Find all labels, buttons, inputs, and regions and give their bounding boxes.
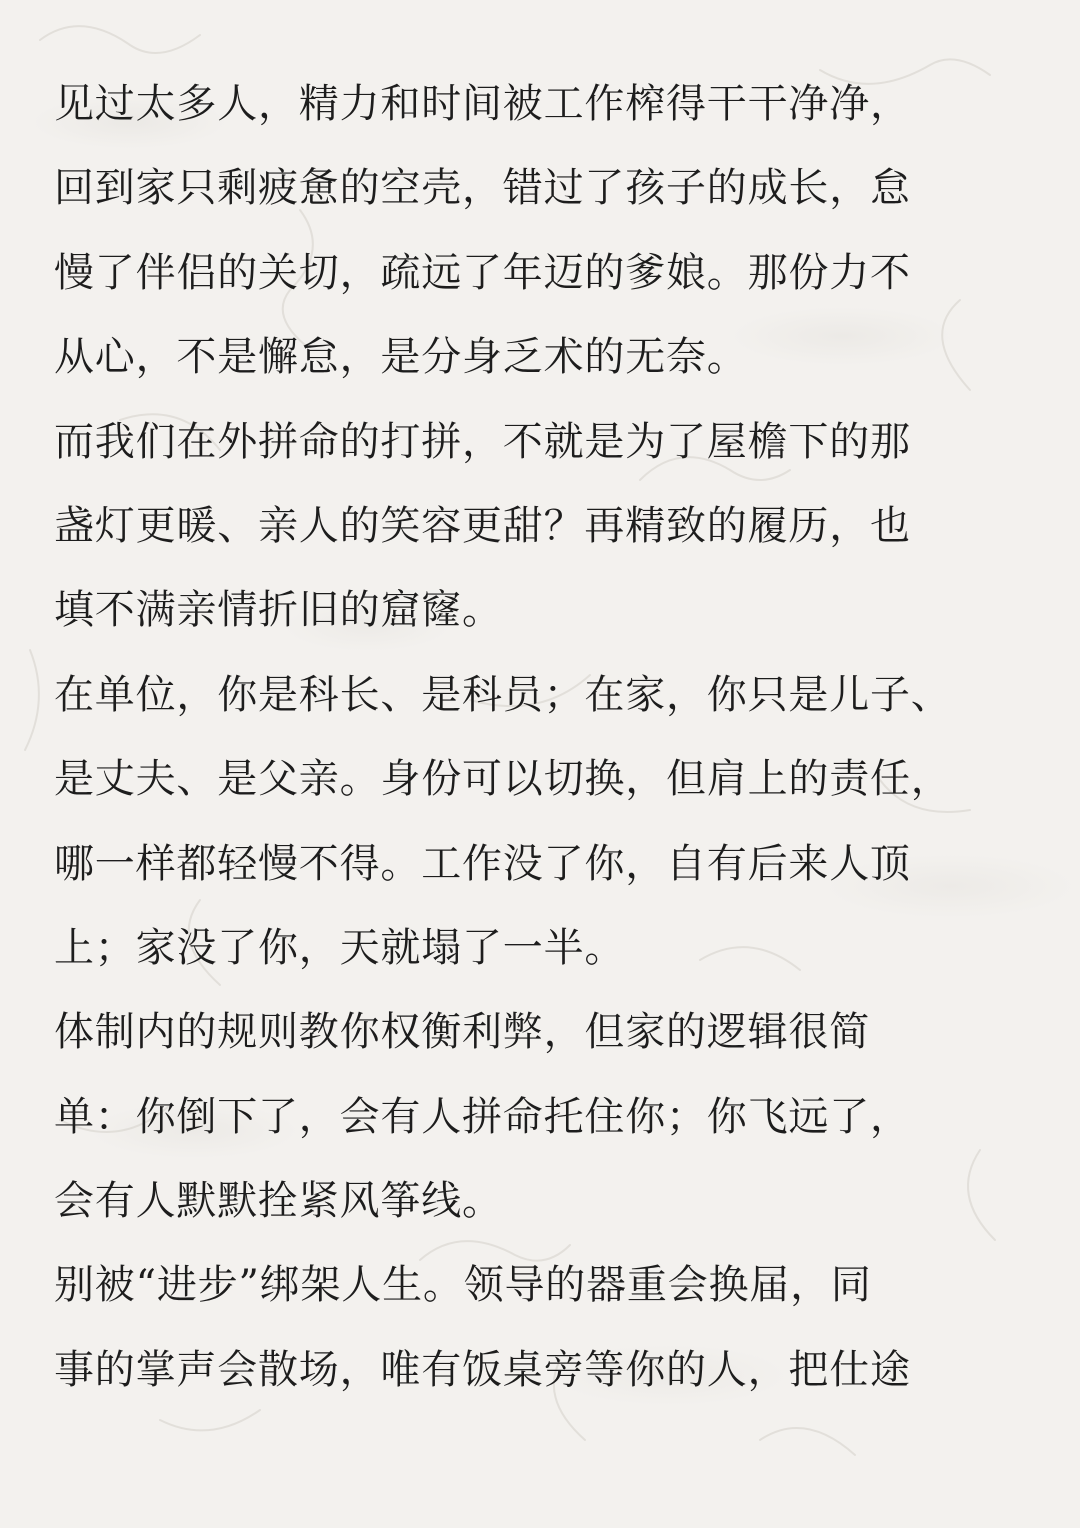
paragraph-line: 盏灯更暖、亲人的笑容更甜？再精致的履历，也 [54, 502, 911, 549]
paragraph-line: 单：你倒下了，会有人拼命托住你；你飞远了， [54, 1093, 911, 1140]
paragraph-line: 慢了伴侣的关切，疏远了年迈的爹娘。那份力不 [54, 249, 911, 296]
paragraph-line: 上；家没了你，天就塌了一半。 [54, 924, 626, 971]
paragraph-line: 别被“进步”绑架人生。领导的器重会换届，同 [54, 1262, 872, 1309]
paragraph-line: 在单位，你是科长、是科员；在家，你只是儿子、 [54, 671, 952, 718]
paper-fiber [760, 1428, 855, 1455]
paper-fiber [40, 26, 200, 53]
paragraph-line: 见过太多人，精力和时间被工作榨得干干净净， [54, 81, 911, 127]
paragraph-line: 会有人默默拴紧风筝线。 [54, 1178, 503, 1225]
paragraph-line: 回到家只剩疲惫的空壳，错过了孩子的成长，怠 [54, 165, 911, 212]
paragraph-line: 事的掌声会散场，唯有饭桌旁等你的人，把仕途 [54, 1346, 911, 1393]
paragraph-line: 从心，不是懈怠，是分身乏术的无奈。 [54, 334, 748, 381]
paper-fiber [160, 1410, 260, 1430]
paragraph-line: 哪一样都轻慢不得。工作没了你，自有后来人顶 [54, 840, 911, 887]
paper-fiber [25, 650, 39, 750]
paragraph-line: 填不满亲情折旧的窟窿。 [54, 587, 503, 634]
paragraph-line: 是丈夫、是父亲。身份可以切换，但肩上的责任， [54, 756, 952, 803]
article-text [54, 62, 1034, 1412]
paragraph-line: 而我们在外拼命的打拼，不就是为了屋檐下的那 [54, 418, 911, 465]
paragraph-line: 体制内的规则教你权衡利弊，但家的逻辑很简 [54, 1009, 870, 1056]
